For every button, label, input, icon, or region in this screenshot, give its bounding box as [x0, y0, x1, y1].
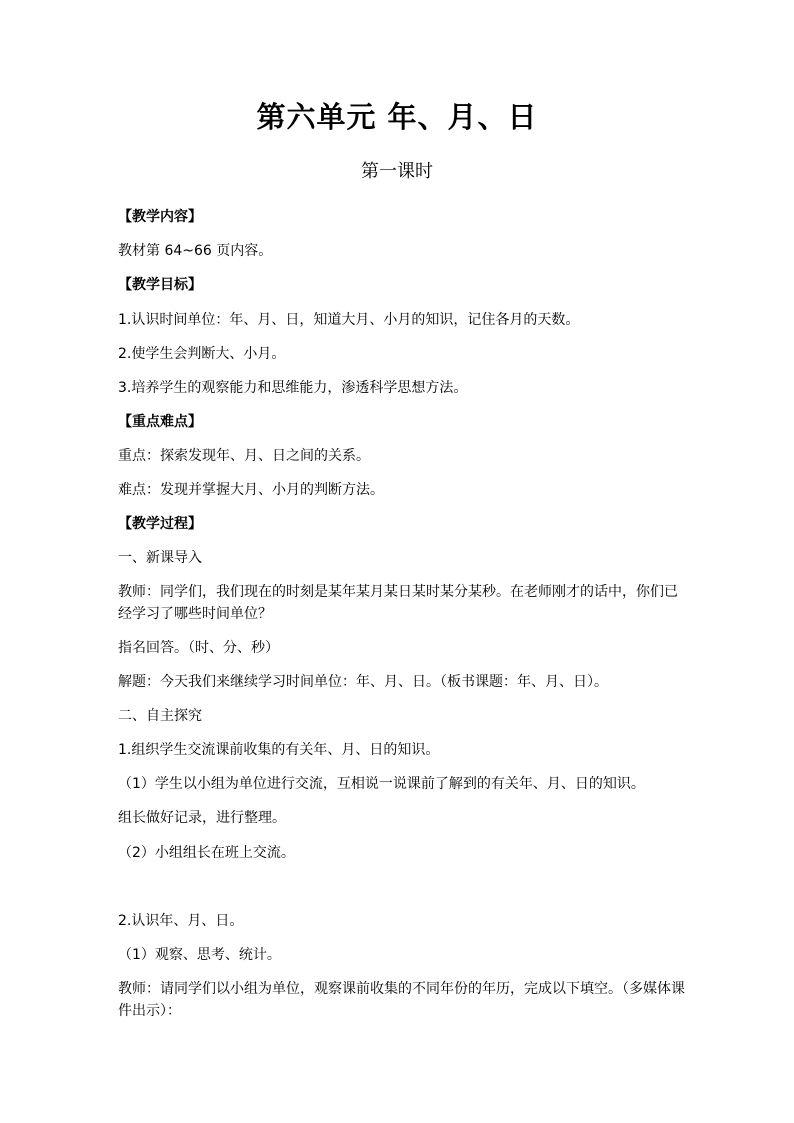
- step-1-note: 组长做好记录，进行整理。: [118, 810, 286, 826]
- lesson-subtitle: 第一课时: [361, 161, 433, 182]
- part-1-title: 一、新课导入: [118, 550, 202, 566]
- goal-item-1: 1.认识时间单位：年、月、日，知道大月、小月的知识，记住各月的天数。: [118, 312, 580, 328]
- step-1-substep-1: （1）学生以小组为单位进行交流，互相说一说课前了解到的有关年、月、日的知识。: [118, 776, 645, 792]
- explain-paragraph-1: 解题：今天我们来继续学习时间单位：年、月、日。（板书课题：年、月、日）。: [118, 674, 608, 690]
- goal-item-3: 3.培养学生的观察能力和思维能力，渗透科学思想方法。: [118, 380, 468, 396]
- difficult-point-text: 难点：发现并掌握大月、小月的判断方法。: [118, 482, 384, 498]
- teacher-paragraph-1: 教师：同学们，我们现在的时刻是某年某月某日某时某分某秒。在老师刚才的话中，你们已经学习了哪些时间单位？: [118, 584, 678, 622]
- goal-item-2: 2.使学生会判断大、小月。: [118, 346, 286, 362]
- teacher-paragraph-2: 教师：请同学们以小组为单位，观察课前收集的不同年份的年历，完成以下填空。（多媒体课件出示）：: [118, 981, 685, 1019]
- document-title: 第六单元 年、月、日: [256, 100, 538, 134]
- step-1-text: 1.组织学生交流课前收集的有关年、月、日的知识。: [118, 742, 440, 758]
- answer-paragraph-1: 指名回答。（时、分、秒）: [118, 640, 279, 656]
- content-text: 教材第 64~66 页内容。: [118, 243, 273, 259]
- section-heading-process: 【教学过程】: [118, 516, 202, 532]
- step-2-substep-1: （1）观察、思考、统计。: [118, 947, 281, 963]
- key-point-text: 重点：探索发现年、月、日之间的关系。: [118, 448, 370, 464]
- section-heading-content: 【教学内容】: [118, 209, 202, 225]
- section-heading-key-points: 【重点难点】: [118, 414, 202, 430]
- section-heading-goals: 【教学目标】: [118, 277, 202, 293]
- step-1-substep-2: （2）小组组长在班上交流。: [118, 845, 295, 861]
- step-2-text: 2.认识年、月、日。: [118, 913, 244, 929]
- part-2-title: 二、自主探究: [118, 708, 202, 724]
